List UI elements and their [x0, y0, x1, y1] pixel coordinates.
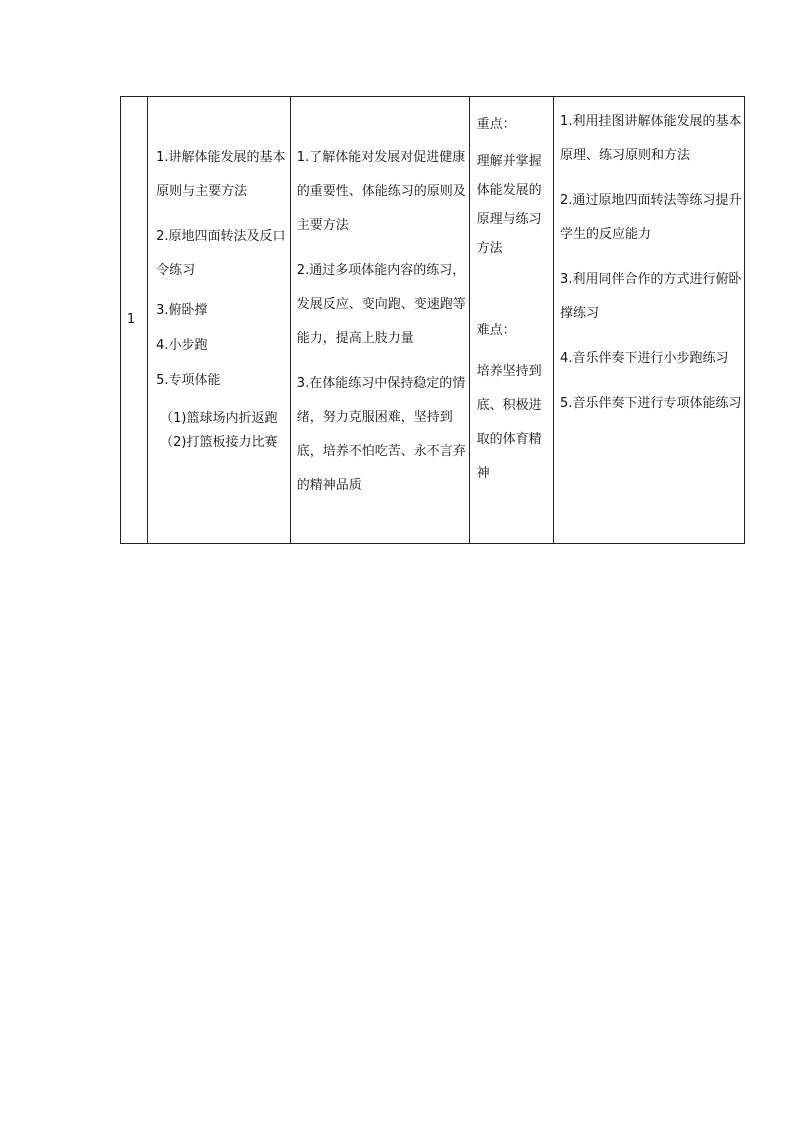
content-item: 4.小步跑 [156, 338, 208, 353]
goal-item: 1.了解体能对发展对促进健康的重要性、体能练习的原则及主要方法 [296, 150, 466, 233]
lesson-number: 1 [126, 312, 136, 327]
difficulty-label: 难点： [476, 323, 516, 338]
method-item: 3.利用同伴合作的方式进行俯卧撑练习 [560, 272, 742, 321]
goal-item: 3.在体能练习中保持稳定的情绪，努力克服困难，坚持到底，培养不怕吃苦、永不言弃的精神品质 [296, 376, 466, 493]
content-item: 1.讲解体能发展的基本原则与主要方法 [156, 150, 286, 199]
method-item: 2.通过原地四面转法等练习提升学生的反应能力 [560, 193, 742, 242]
sub-item-list [156, 407, 288, 455]
method-item: 1.利用挂图讲解体能发展的基本原理、练习原则和方法 [560, 114, 742, 163]
content-item: 3.俯卧撑 [156, 303, 208, 318]
lesson-number-cell [121, 97, 148, 544]
key-difficulty-cell [469, 97, 553, 544]
method-item: 4.音乐伴奏下进行小步跑练习 [560, 351, 729, 366]
teaching-content-cell [148, 97, 291, 544]
content-sub-item: （1)篮球场内折返跑 [160, 411, 278, 426]
teaching-methods-cell [554, 97, 745, 544]
content-sub-item: （2)打篮板接力比赛 [160, 435, 278, 450]
lesson-plan-table [120, 96, 745, 544]
key-point-text: 理解并掌握体能发展的原理与练习方法 [476, 154, 542, 256]
content-item: 5.专项体能 [156, 373, 221, 388]
method-item: 5.音乐伴奏下进行专项体能练习 [560, 396, 742, 411]
content-item: 2.原地四面转法及反口令练习 [156, 229, 286, 278]
key-point-label: 重点： [476, 117, 516, 132]
table-row [121, 97, 745, 544]
goal-item: 2.通过多项体能内容的练习，发展反应、变向跑、变速跑等能力，提高上肢力量 [296, 263, 466, 346]
teaching-goals-cell [290, 97, 469, 544]
difficulty-text: 培养坚持到底、积极进取的体育精神 [476, 364, 542, 481]
